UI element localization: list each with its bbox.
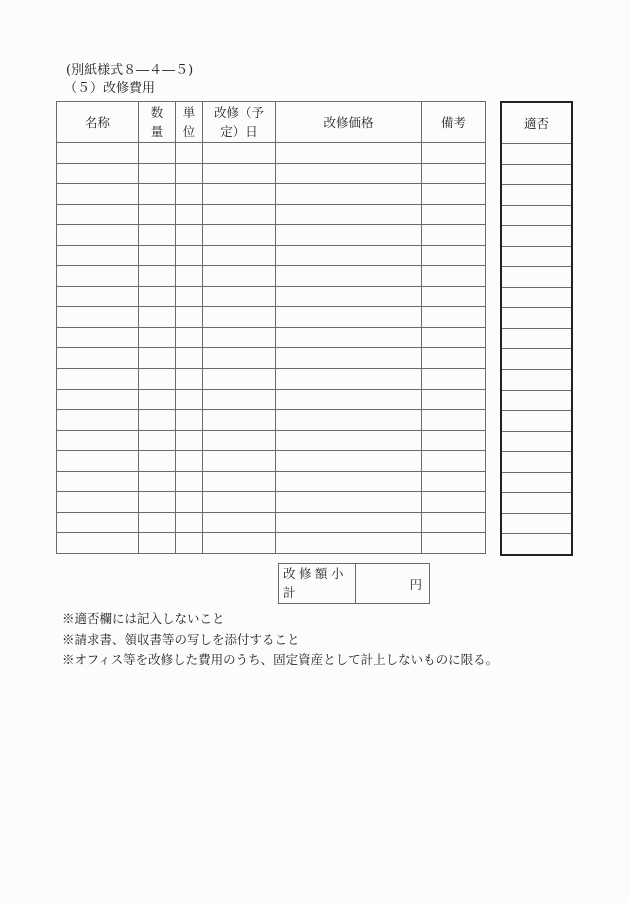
subtotal-field[interactable] (356, 564, 430, 604)
cell-price[interactable] (276, 471, 422, 492)
judgment-row (501, 431, 572, 452)
table-row (57, 225, 486, 246)
table-row (57, 512, 486, 533)
table-row (57, 143, 486, 164)
cell-remarks[interactable] (422, 369, 486, 390)
cell-judgment[interactable] (501, 534, 572, 555)
judgment-row (501, 246, 572, 267)
judgment-row (501, 205, 572, 226)
judgment-row (501, 452, 572, 473)
cell-unit[interactable] (176, 143, 203, 164)
cell-price[interactable] (276, 369, 422, 390)
cell-name[interactable] (57, 204, 139, 225)
cell-price[interactable] (276, 143, 422, 164)
cell-unit[interactable] (176, 389, 203, 410)
cell-remarks[interactable] (422, 163, 486, 184)
cell-name[interactable] (57, 471, 139, 492)
cell-unit[interactable] (176, 512, 203, 533)
cell-price[interactable] (276, 533, 422, 554)
section-title: （５）改修費用 (64, 81, 156, 96)
cell-quantity[interactable] (139, 307, 176, 328)
judgment-row (501, 349, 572, 370)
cell-date[interactable] (203, 369, 276, 390)
cell-remarks[interactable] (422, 143, 486, 164)
cell-price[interactable] (276, 245, 422, 266)
header-remarks: 備考 (422, 102, 486, 143)
cell-quantity[interactable] (139, 143, 176, 164)
judgment-row (501, 185, 572, 206)
cell-judgment[interactable] (501, 431, 572, 452)
cell-unit[interactable] (176, 410, 203, 431)
subtotal-box (278, 563, 430, 604)
cell-price[interactable] (276, 430, 422, 451)
cell-name[interactable] (57, 225, 139, 246)
cell-price[interactable] (276, 163, 422, 184)
header-unit: 単位 (176, 102, 203, 143)
cell-judgment[interactable] (501, 513, 572, 534)
cell-judgment[interactable] (501, 308, 572, 329)
cell-quantity[interactable] (139, 369, 176, 390)
cell-quantity[interactable] (139, 471, 176, 492)
cell-judgment[interactable] (501, 328, 572, 349)
cell-date[interactable] (203, 492, 276, 513)
judgment-row (501, 493, 572, 514)
cell-name[interactable] (57, 369, 139, 390)
cell-unit[interactable] (176, 286, 203, 307)
table-row (57, 430, 486, 451)
cell-date[interactable] (203, 225, 276, 246)
judgment-row (501, 370, 572, 391)
cell-date[interactable] (203, 143, 276, 164)
judgment-row (501, 328, 572, 349)
cell-name[interactable] (57, 307, 139, 328)
cell-remarks[interactable] (422, 266, 486, 287)
cell-name[interactable] (57, 143, 139, 164)
cell-quantity[interactable] (139, 533, 176, 554)
cell-price[interactable] (276, 286, 422, 307)
cell-unit[interactable] (176, 430, 203, 451)
cell-quantity[interactable] (139, 266, 176, 287)
cell-price[interactable] (276, 266, 422, 287)
cell-judgment[interactable] (501, 144, 572, 165)
expense-table (56, 101, 486, 554)
notes (62, 609, 498, 671)
header-quantity: 数量 (139, 102, 176, 143)
cell-remarks[interactable] (422, 451, 486, 472)
table-row (57, 451, 486, 472)
cell-unit[interactable] (176, 369, 203, 390)
cell-name[interactable] (57, 430, 139, 451)
cell-quantity[interactable] (139, 430, 176, 451)
cell-remarks[interactable] (422, 286, 486, 307)
table-row (57, 410, 486, 431)
note-judgment: ※適否欄には記入しないこと (62, 611, 225, 626)
judgment-row (501, 411, 572, 432)
form-id: (別紙様式８―４―５) (66, 63, 194, 78)
cell-judgment[interactable] (501, 267, 572, 288)
cell-name[interactable] (57, 184, 139, 205)
cell-name[interactable] (57, 348, 139, 369)
cell-remarks[interactable] (422, 430, 486, 451)
note-attach-receipts: ※請求書、領収書等の写しを添付すること (62, 631, 300, 647)
judgment-row (501, 267, 572, 288)
cell-remarks[interactable] (422, 327, 486, 348)
cell-name[interactable] (57, 327, 139, 348)
cell-unit[interactable] (176, 471, 203, 492)
cell-judgment[interactable] (501, 370, 572, 391)
cell-quantity[interactable] (139, 225, 176, 246)
cell-price[interactable] (276, 225, 422, 246)
judgment-row (501, 534, 572, 555)
cell-name[interactable] (57, 286, 139, 307)
cell-judgment[interactable] (501, 164, 572, 185)
cell-unit[interactable] (176, 307, 203, 328)
cell-remarks[interactable] (422, 533, 486, 554)
cell-date[interactable] (203, 533, 276, 554)
judgment-row (501, 513, 572, 534)
cell-quantity[interactable] (139, 348, 176, 369)
cell-date[interactable] (203, 286, 276, 307)
cell-remarks[interactable] (422, 307, 486, 328)
cell-name[interactable] (57, 451, 139, 472)
cell-quantity[interactable] (139, 184, 176, 205)
cell-judgment[interactable] (501, 493, 572, 514)
cell-judgment[interactable] (501, 349, 572, 370)
cell-quantity[interactable] (139, 410, 176, 431)
cell-unit[interactable] (176, 451, 203, 472)
cell-unit[interactable] (176, 348, 203, 369)
cell-unit[interactable] (176, 225, 203, 246)
cell-remarks[interactable] (422, 410, 486, 431)
cell-remarks[interactable] (422, 492, 486, 513)
header-price: 改修価格 (276, 102, 422, 143)
cell-quantity[interactable] (139, 492, 176, 513)
header-name: 名称 (57, 102, 139, 143)
cell-date[interactable] (203, 451, 276, 472)
cell-judgment[interactable] (501, 287, 572, 308)
cell-remarks[interactable] (422, 245, 486, 266)
table-row (57, 163, 486, 184)
judgment-row (501, 226, 572, 247)
judgment-row (501, 287, 572, 308)
cell-remarks[interactable] (422, 471, 486, 492)
cell-unit[interactable] (176, 266, 203, 287)
cell-price[interactable] (276, 327, 422, 348)
cell-judgment[interactable] (501, 411, 572, 432)
cell-remarks[interactable] (422, 389, 486, 410)
judgment-row (501, 472, 572, 493)
cell-judgment[interactable] (501, 452, 572, 473)
cell-date[interactable] (203, 204, 276, 225)
table-row (57, 492, 486, 513)
cell-judgment[interactable] (501, 390, 572, 411)
cell-judgment[interactable] (501, 185, 572, 206)
cell-remarks[interactable] (422, 184, 486, 205)
table-row (57, 389, 486, 410)
judgment-table (500, 101, 573, 556)
judgment-row (501, 390, 572, 411)
header-row (57, 102, 486, 143)
cell-unit[interactable] (176, 163, 203, 184)
cell-quantity[interactable] (139, 451, 176, 472)
table-row (57, 471, 486, 492)
cell-date[interactable] (203, 163, 276, 184)
cell-date[interactable] (203, 410, 276, 431)
cell-price[interactable] (276, 348, 422, 369)
cell-name[interactable] (57, 163, 139, 184)
table-row (57, 307, 486, 328)
note-fixed-assets: ※オフィス等を改修した費用のうち、固定資産として計上しないものに限る。 (62, 652, 499, 667)
table-row (57, 533, 486, 554)
cell-price[interactable] (276, 512, 422, 533)
cell-quantity[interactable] (139, 163, 176, 184)
subtotal-label: 改修額小計 (279, 564, 356, 604)
cell-judgment[interactable] (501, 226, 572, 247)
cell-date[interactable] (203, 327, 276, 348)
cell-quantity[interactable] (139, 286, 176, 307)
cell-date[interactable] (203, 184, 276, 205)
cell-judgment[interactable] (501, 472, 572, 493)
cell-quantity[interactable] (139, 245, 176, 266)
cell-price[interactable] (276, 389, 422, 410)
table-row (57, 327, 486, 348)
cell-unit[interactable] (176, 184, 203, 205)
cell-unit[interactable] (176, 533, 203, 554)
cell-price[interactable] (276, 410, 422, 431)
cell-name[interactable] (57, 245, 139, 266)
cell-price[interactable] (276, 492, 422, 513)
cell-judgment[interactable] (501, 205, 572, 226)
cell-remarks[interactable] (422, 225, 486, 246)
cell-price[interactable] (276, 451, 422, 472)
table-row (57, 184, 486, 205)
cell-remarks[interactable] (422, 512, 486, 533)
cell-name[interactable] (57, 410, 139, 431)
cell-name[interactable] (57, 266, 139, 287)
judgment-row (501, 308, 572, 329)
header-date: 改修（予定）日 (203, 102, 276, 143)
cell-date[interactable] (203, 389, 276, 410)
cell-date[interactable] (203, 471, 276, 492)
cell-quantity[interactable] (139, 389, 176, 410)
cell-date[interactable] (203, 245, 276, 266)
table-row (57, 204, 486, 225)
table-row (57, 286, 486, 307)
cell-quantity[interactable] (139, 327, 176, 348)
cell-remarks[interactable] (422, 204, 486, 225)
cell-price[interactable] (276, 184, 422, 205)
cell-price[interactable] (276, 307, 422, 328)
cell-name[interactable] (57, 389, 139, 410)
cell-date[interactable] (203, 266, 276, 287)
cell-unit[interactable] (176, 204, 203, 225)
cell-judgment[interactable] (501, 246, 572, 267)
cell-quantity[interactable] (139, 204, 176, 225)
cell-remarks[interactable] (422, 348, 486, 369)
cell-quantity[interactable] (139, 512, 176, 533)
table-row (57, 369, 486, 390)
table-row (57, 266, 486, 287)
yen-unit: 円 (409, 576, 422, 592)
table-row (57, 245, 486, 266)
judgment-row (501, 164, 572, 185)
cell-price[interactable] (276, 204, 422, 225)
cell-unit[interactable] (176, 492, 203, 513)
cell-name[interactable] (57, 533, 139, 554)
cell-name[interactable] (57, 492, 139, 513)
judgment-row (501, 144, 572, 165)
cell-date[interactable] (203, 307, 276, 328)
cell-unit[interactable] (176, 327, 203, 348)
table-row (57, 348, 486, 369)
cell-unit[interactable] (176, 245, 203, 266)
cell-date[interactable] (203, 430, 276, 451)
cell-date[interactable] (203, 348, 276, 369)
cell-name[interactable] (57, 512, 139, 533)
cell-date[interactable] (203, 512, 276, 533)
header-judgment: 適否 (501, 102, 572, 144)
